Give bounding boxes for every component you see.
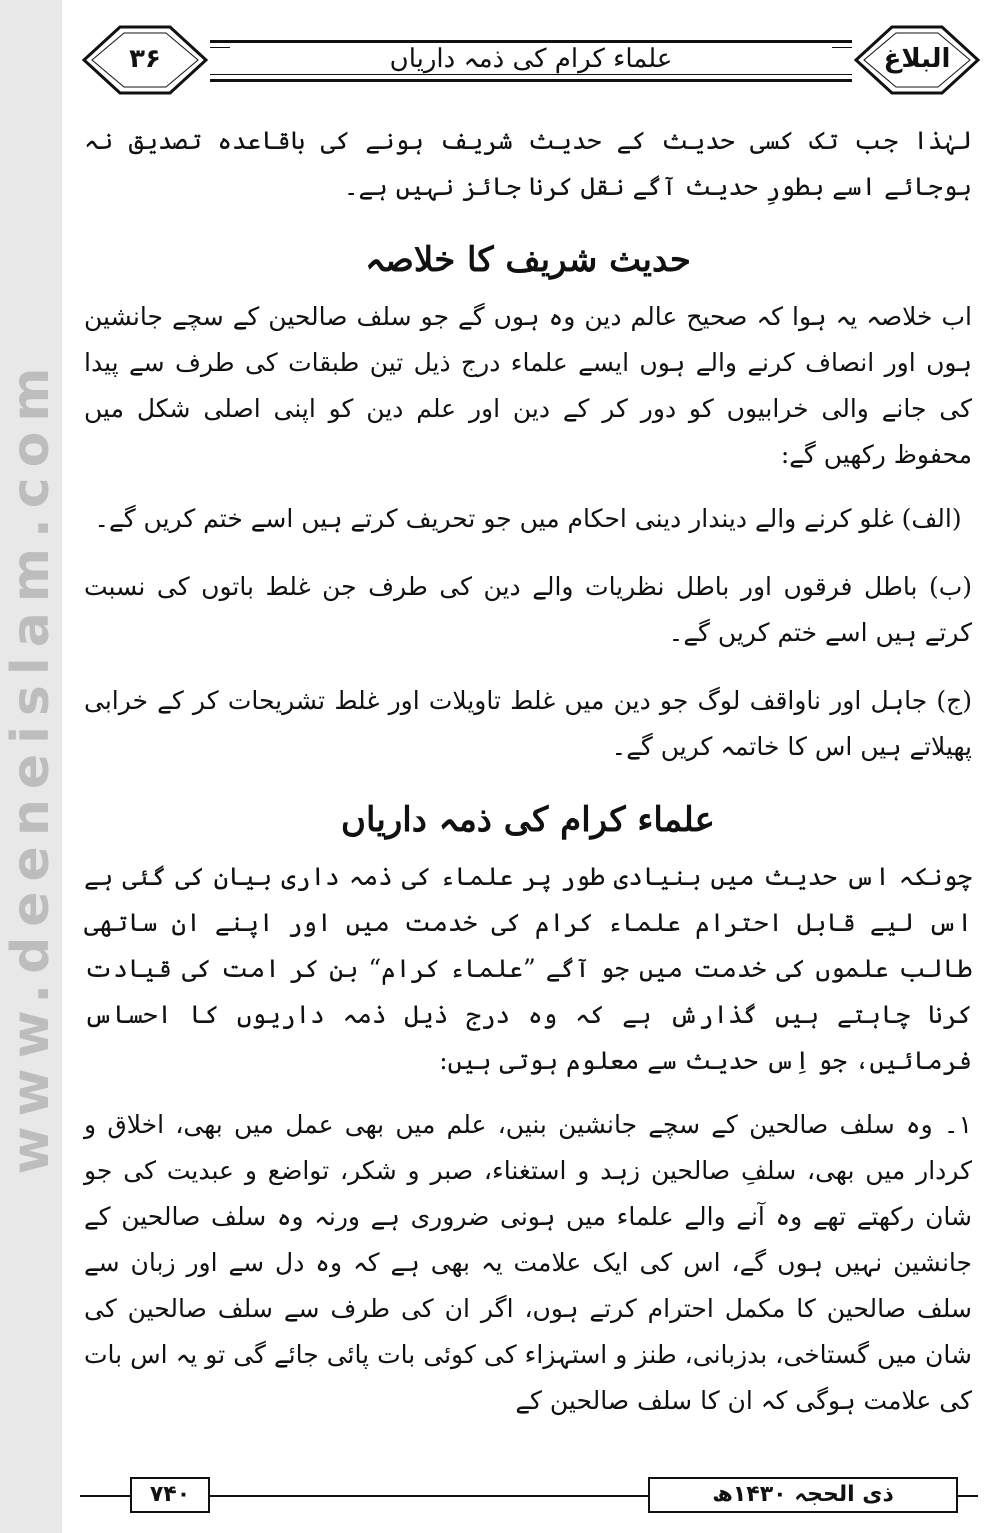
section-heading-summary: حدیث شریف کا خلاصہ <box>365 240 691 280</box>
magazine-name: البلاغ <box>883 44 951 74</box>
page-footer <box>80 1473 978 1517</box>
list-item-be: (ب) باطل فرقوں اور باطل نظریات والے دین کی طرف جن غلط باتوں کی نسبت کرتے ہیں اسے ختم کریں گے۔ <box>84 572 972 647</box>
watermark-strip <box>0 0 62 1533</box>
page-header <box>80 18 982 110</box>
footer-page-ref: ۷۴۰ <box>130 1477 210 1513</box>
list-item-jeem: (ج) جاہل اور ناواقف لوگ جو دین میں غلط تاویلات اور غلط تشریحات کر کے خرابی پھیلاتے ہیں اس کا خاتمہ کریں گے۔ <box>84 686 972 761</box>
list-item-alif: (الف) غلو کرنے والے دیندار دینی احکام میں جو تحریف کرتے ہیں اسے ختم کریں گے۔ <box>94 504 962 533</box>
page-number: ۳۶ <box>129 44 161 74</box>
magazine-logo <box>852 24 982 96</box>
document-page <box>62 0 990 1533</box>
footer-issue-label: ذی الحجہ ۱۴۳۰ھ <box>648 1477 958 1513</box>
duty-point-1: ۱۔ وہ سلف صالحین کے سچے جانشین بنیں، علم میں بھی عمل میں بھی، اخلاق و کردار میں بھی، سلفِ صالحین زہد و استغناء، صبر و شکر، تواضع و عبدیت کی جو شان رکھتے تھے وہ آنے والے علماء میں ہونی ضروری ہے ورنہ وہ سلف صالحین کے جانشین نہیں ہوں گے، اس کی ایک علامت یہ بھی ہے کہ وہ دل سے اور زبان سے سلف صالحین کا مکمل احترام کرتے ہوں، اگر ان کی طرف سے سلف صالحین کی شان میں گستاخی، بدزبانی، طنز و استہزاء کی کوئی بات پائی جائے گی تو یہ اس بات کی علامت ہوگی کہ ان کا سلف صالحین کے <box>84 1110 972 1415</box>
summary-paragraph: اب خلاصہ یہ ہوا کہ صحیح عالم دین وہ ہوں گے جو سلف صالحین کے سچے جانشین ہوں اور انصاف کرنے والے ہوں ایسے علماء درج ذیل تین طبقات کی طرف سے پیدا کی جانے والی خرابیوں کو دور کر کے دین اور علم دین کو اپنی اصلی شکل میں محفوظ رکھیں گے: <box>84 302 972 469</box>
article-body <box>84 118 972 1463</box>
duties-paragraph: چونکہ اس حدیث میں بنیادی طور پر علماء کی ذمہ داری بیان کی گئی ہے اس لیے قابل احترام علماء کرام کی خدمت میں اور اپنے ان ساتھی طالب علموں کی خدمت میں جو آگے ”علماء کرام“ بن کر امت کی قیادت کرنا چاہتے ہیں گذارش ہے کہ وہ درج ذیل ذمہ داریوں کا احساس فرمائیں، جو اِس حدیث سے معلوم ہوتی ہیں: <box>84 862 972 1075</box>
site-watermark: www.deeneislam.com <box>1 357 61 1175</box>
section-heading-duties: علماء کرام کی ذمہ داریاں <box>341 800 715 840</box>
intro-paragraph: لہٰذا جب تک کسی حدیث کے حدیث شریف ہونے کی باقاعدہ تصدیق نہ ہوجائے اسے بطورِ حدیث آگے نقل کرنا جائز نہیں ہے۔ <box>84 126 972 201</box>
page-number-badge <box>80 24 210 96</box>
running-title: علماء کرام کی ذمہ داریاں <box>230 44 832 74</box>
